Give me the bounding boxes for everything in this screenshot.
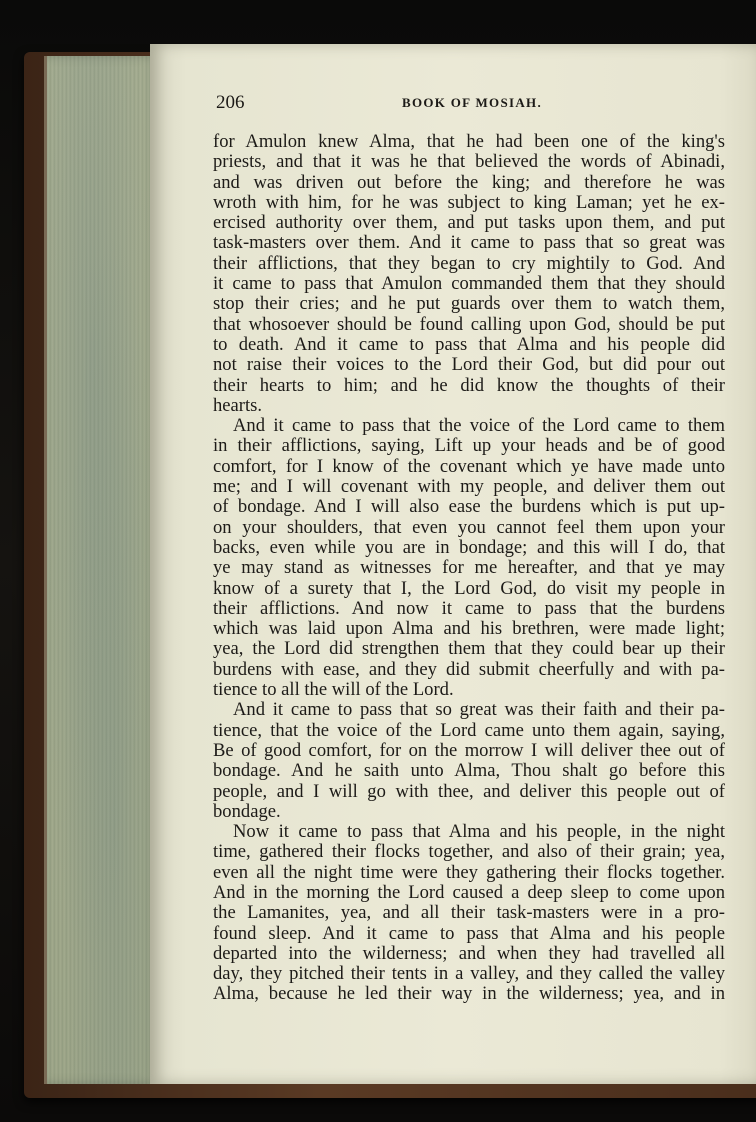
text-line: comfort, for I know of the covenant which ye have made unto [213, 455, 725, 477]
text-line: bondage. And he saith unto Alma, Thou shalt go before this [213, 760, 725, 782]
text-line: which was laid upon Alma and his brethren, were made light; [213, 618, 725, 640]
text-line: priests, and that it was he that believed the words of Abinadi, [213, 151, 725, 173]
text-line: even all the night time were they gathering their flocks together. [213, 861, 725, 883]
text-line: on your shoulders, that even you cannot feel them upon your [213, 516, 725, 538]
text-line: bondage. [213, 800, 281, 822]
page-number: 206 [216, 92, 245, 113]
text-line: their afflictions. And now it came to pass that the burdens [213, 597, 725, 619]
page-header [216, 92, 716, 114]
text-line: Alma, because he led their way in the wilderness; yea, and in [213, 983, 725, 1005]
text-line: burdens with ease, and they did submit cheerfully and with pa- [213, 658, 725, 680]
text-line: me; and I will covenant with my people, and deliver them out [213, 476, 725, 498]
text-line: it came to pass that Amulon commanded them that they should [213, 273, 725, 295]
text-line: know of a surety that I, the Lord God, do visit my people in [213, 577, 725, 599]
text-line: to death. And it came to pass that Alma and his people did [213, 333, 725, 355]
text-line: not raise their voices to the Lord their God, but did pour out [213, 354, 725, 376]
text-line: in their afflictions, saying, Lift up your heads and be of good [213, 435, 725, 457]
text-line: tience, that the voice of the Lord came unto them again, saying, [213, 719, 725, 741]
text-line: day, they pitched their tents in a valley, and they called the valley [213, 963, 725, 985]
text-line: that whosoever should be found calling upon God, should be put [213, 313, 725, 335]
text-line: people, and I will go with thee, and deliver this people out of [213, 780, 725, 802]
page-body-text [213, 132, 725, 1005]
text-line: hearts. [213, 394, 263, 416]
text-line: ercised authority over them, and put tasks upon them, and put [213, 212, 725, 234]
text-line: their afflictions, that they began to cry mightily to God. And [213, 252, 725, 274]
text-line: ye may stand as witnesses for me hereafter, and that ye may [213, 557, 725, 579]
text-line: found sleep. And it came to pass that Alma and his people [213, 922, 725, 944]
text-line: their hearts to him; and he did know the thoughts of their [213, 374, 725, 396]
text-line: time, gathered their flocks together, and also of their grain; yea, [213, 841, 725, 863]
text-line: yea, the Lord did strengthen them that they could bear up their [213, 638, 725, 660]
text-line: and was driven out before the king; and therefore he was [213, 171, 725, 193]
text-line: stop their cries; and he put guards over them to watch them, [213, 293, 725, 315]
page-edges [44, 56, 159, 1084]
text-line: wroth with him, for he was subject to king Laman; yet he ex- [213, 191, 725, 213]
text-line: And it came to pass that so great was their faith and their pa- [233, 699, 725, 721]
text-line: And in the morning the Lord caused a deep sleep to come upon [213, 881, 725, 903]
text-line: of bondage. And I will also ease the burdens which is put up- [213, 496, 725, 518]
text-line: task-masters over them. And it came to pass that so great was [213, 232, 725, 254]
text-line: departed into the wilderness; and when they had travelled all [213, 942, 725, 964]
text-line: backs, even while you are in bondage; and this will I do, that [213, 536, 725, 558]
running-head: BOOK OF MOSIAH. [402, 95, 542, 110]
book-page [150, 44, 756, 1084]
text-line: Now it came to pass that Alma and his people, in the night [233, 821, 725, 843]
text-line: tience to all the will of the Lord. [213, 679, 454, 701]
text-line: And it came to pass that the voice of the Lord came to them [233, 415, 725, 437]
text-line: the Lamanites, yea, and all their task-masters were in a pro- [213, 902, 725, 924]
text-line: Be of good comfort, for on the morrow I will deliver thee out of [213, 739, 725, 761]
text-line: for Amulon knew Alma, that he had been one of the king's [213, 131, 725, 152]
